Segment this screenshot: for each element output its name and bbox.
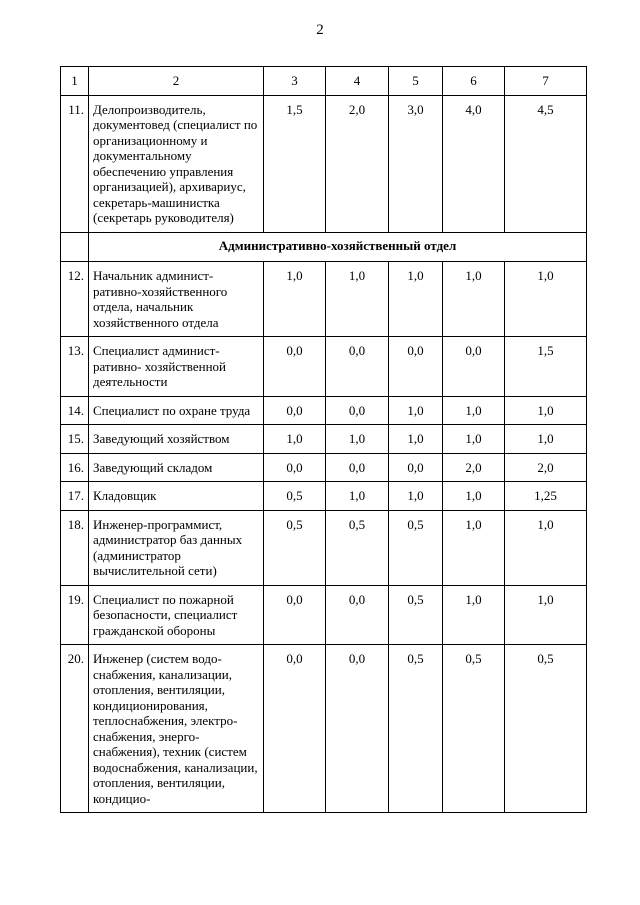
row-number: 11. <box>61 95 89 232</box>
staff-count-cell: 0,0 <box>264 645 326 813</box>
staff-count-cell: 0,5 <box>264 510 326 585</box>
staff-count-cell: 1,0 <box>326 482 389 511</box>
staff-count-cell: 1,0 <box>264 262 326 337</box>
staff-count-cell: 1,5 <box>505 337 587 397</box>
column-number-header: 4 <box>326 67 389 96</box>
table-row <box>61 453 587 482</box>
staff-count-cell: 0,5 <box>389 510 443 585</box>
row-number: 16. <box>61 453 89 482</box>
staff-count-cell: 1,0 <box>389 425 443 454</box>
table-row <box>61 645 587 813</box>
staff-count-cell: 0,0 <box>264 453 326 482</box>
column-number-header: 2 <box>89 67 264 96</box>
section-row <box>61 232 587 262</box>
staff-count-cell: 1,0 <box>505 396 587 425</box>
staff-count-cell: 0,0 <box>264 585 326 645</box>
staff-count-cell: 1,0 <box>505 585 587 645</box>
staff-count-cell: 1,0 <box>505 510 587 585</box>
staff-count-cell: 2,0 <box>443 453 505 482</box>
staff-count-cell: 0,0 <box>443 337 505 397</box>
section-empty-cell <box>61 232 89 262</box>
staff-count-cell: 0,0 <box>326 337 389 397</box>
column-number-header: 5 <box>389 67 443 96</box>
position-name: Инженер-программист, администратор баз данных (администратор вычислительной сети) <box>89 510 264 585</box>
column-number-header: 7 <box>505 67 587 96</box>
staff-count-cell: 4,5 <box>505 95 587 232</box>
staff-count-cell: 1,0 <box>443 585 505 645</box>
staff-count-cell: 0,5 <box>264 482 326 511</box>
position-name: Делопроизводитель, документовед (специалист по организационному и документальному обеспечению управления организацией), архивариус, секретарь-машинистка (секретарь руководителя) <box>89 95 264 232</box>
staff-count-cell: 3,0 <box>389 95 443 232</box>
staff-count-cell: 1,0 <box>505 425 587 454</box>
table-row <box>61 585 587 645</box>
staff-count-cell: 2,0 <box>326 95 389 232</box>
column-number-header: 6 <box>443 67 505 96</box>
staff-count-cell: 1,5 <box>264 95 326 232</box>
section-title: Административно-хозяйственный отдел <box>89 232 587 262</box>
staff-count-cell: 1,0 <box>389 262 443 337</box>
position-name: Специалист админист-ративно- хозяйственной деятельности <box>89 337 264 397</box>
position-name: Кладовщик <box>89 482 264 511</box>
staff-count-cell: 1,0 <box>443 396 505 425</box>
column-number-header: 3 <box>264 67 326 96</box>
row-number: 19. <box>61 585 89 645</box>
position-name: Заведующий хозяйством <box>89 425 264 454</box>
row-number: 13. <box>61 337 89 397</box>
staff-count-cell: 0,0 <box>264 396 326 425</box>
table-header-row <box>61 67 587 96</box>
row-number: 12. <box>61 262 89 337</box>
staff-count-cell: 0,5 <box>389 645 443 813</box>
position-name: Специалист по охране труда <box>89 396 264 425</box>
staffing-table <box>60 66 587 813</box>
row-number: 17. <box>61 482 89 511</box>
position-name: Начальник админист-ративно-хозяйственного отдела, начальник хозяйственного отдела <box>89 262 264 337</box>
staff-count-cell: 0,5 <box>326 510 389 585</box>
table-row <box>61 510 587 585</box>
staff-count-cell: 1,0 <box>505 262 587 337</box>
position-name: Инженер (систем водо-снабжения, канализации, отопления, вентиляции, кондиционирования, теплоснабжения, электро-снабжения, энерго-снабжения), техник (систем водоснабжения, канализации, отопления, вентиляции, кондицио- <box>89 645 264 813</box>
column-number-header: 1 <box>61 67 89 96</box>
staff-count-cell: 1,0 <box>443 510 505 585</box>
staff-count-cell: 0,0 <box>389 337 443 397</box>
staff-count-cell: 1,25 <box>505 482 587 511</box>
staff-count-cell: 0,0 <box>326 585 389 645</box>
table-row <box>61 396 587 425</box>
staff-count-cell: 4,0 <box>443 95 505 232</box>
staff-count-cell: 2,0 <box>505 453 587 482</box>
staff-count-cell: 1,0 <box>389 396 443 425</box>
row-number: 14. <box>61 396 89 425</box>
table-row <box>61 425 587 454</box>
row-number: 18. <box>61 510 89 585</box>
staff-count-cell: 1,0 <box>264 425 326 454</box>
position-name: Специалист по пожарной безопасности, специалист гражданской обороны <box>89 585 264 645</box>
staff-count-cell: 0,0 <box>326 645 389 813</box>
staff-count-cell: 0,0 <box>389 453 443 482</box>
staff-count-cell: 0,0 <box>326 453 389 482</box>
staff-count-cell: 1,0 <box>389 482 443 511</box>
staff-count-cell: 0,5 <box>505 645 587 813</box>
staff-count-cell: 1,0 <box>443 262 505 337</box>
table-row <box>61 482 587 511</box>
page-number: 2 <box>316 22 324 38</box>
table-row <box>61 337 587 397</box>
position-name: Заведующий складом <box>89 453 264 482</box>
staff-count-cell: 0,5 <box>443 645 505 813</box>
table-row <box>61 95 587 232</box>
staff-count-cell: 0,5 <box>389 585 443 645</box>
row-number: 15. <box>61 425 89 454</box>
staff-count-cell: 1,0 <box>443 425 505 454</box>
table-row <box>61 262 587 337</box>
staff-count-cell: 1,0 <box>443 482 505 511</box>
staff-count-cell: 0,0 <box>264 337 326 397</box>
staff-count-cell: 0,0 <box>326 396 389 425</box>
staff-count-cell: 1,0 <box>326 262 389 337</box>
row-number: 20. <box>61 645 89 813</box>
staff-count-cell: 1,0 <box>326 425 389 454</box>
